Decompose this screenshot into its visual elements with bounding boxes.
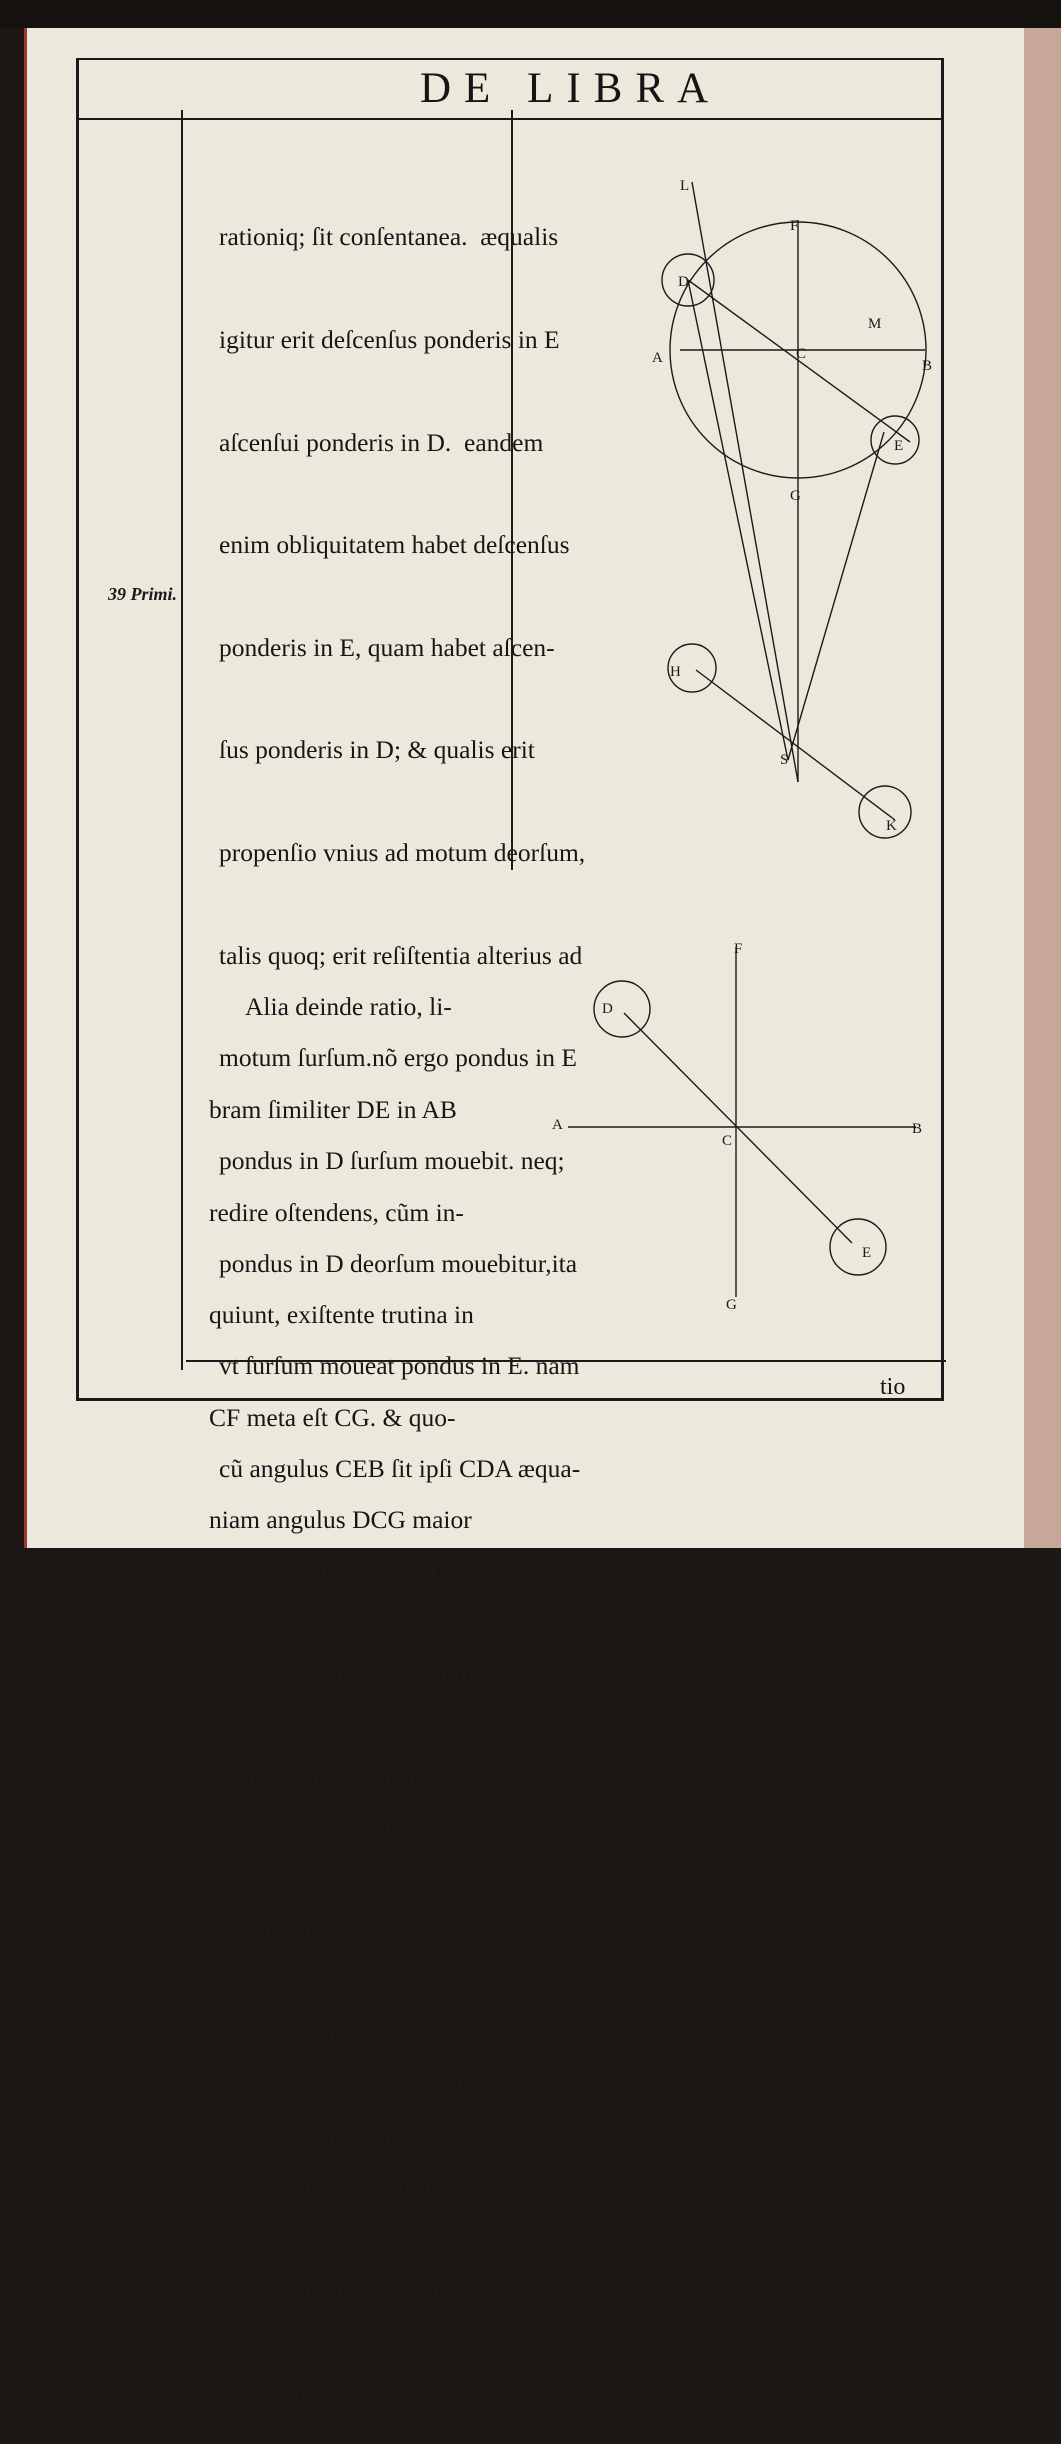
label-D: D: [678, 274, 689, 290]
label-K: K: [886, 818, 897, 834]
text-line: CF meta eſt CG. & quo-: [209, 1402, 456, 1432]
text-line: reliquo HDA æqualis. deſcenſus: [219, 1761, 545, 1791]
text-line: redire oſtendens, cũm in-: [209, 1197, 464, 1227]
text-line: enim obliquitatem habet deſcenſus: [219, 530, 570, 560]
text-line: aſcenſui ponderis in D. eandem: [219, 427, 544, 457]
text-line: bit. ex quibus ſequitur pondera in: [219, 2171, 558, 2201]
text-line: quiunt, exiſtente trutina in: [209, 1300, 474, 1330]
label-B: B: [922, 358, 933, 374]
label-A: A: [652, 350, 663, 366]
catchword: tio: [880, 1374, 906, 1400]
text-line: eſt angulo ECG; pondus: [209, 1608, 455, 1638]
text-line: concludit. figmentumq;: [209, 2018, 449, 2048]
label-F: F: [790, 218, 799, 234]
line-L: [692, 182, 798, 782]
text-line: motum ſurſum.nõ ergo pondus in E: [219, 1043, 577, 1073]
text-line: bram ſimiliter DE in AB: [209, 1095, 457, 1125]
margin-note: 39 Primi.: [108, 584, 178, 604]
text-line: CDH æqualis; erit reliquus MEB: [219, 1658, 555, 1688]
label-L: L: [680, 178, 690, 194]
figure-1-svg: [640, 170, 940, 850]
figure-simple-balance: [540, 935, 940, 1315]
scan-top-edge: [0, 0, 1061, 28]
text-line: tius omittendum, ac ſilen-: [209, 2223, 472, 2253]
text-line: igitur ponderis in D aſcenſui ponde: [219, 1864, 576, 1894]
label-D: D: [602, 1001, 613, 1017]
text-line: igitur erit deſcenſus ponderis in E: [219, 325, 560, 355]
text-line: in D grauius erit pondere: [209, 1710, 464, 1740]
line-HK: [696, 670, 895, 820]
text-line: DE, quatenus ſunt ſibi inuicem con: [219, 2274, 575, 2304]
text-line: cũ angulus CEB ſit ipſi CDA æqua-: [219, 1453, 581, 1483]
text-line: talis quoq; erit reſiſtentia alterius ad: [219, 940, 583, 970]
label-H: H: [670, 664, 681, 680]
footer-rule: [186, 1360, 946, 1362]
text-line: propenſio vnius ad motum deorſum,: [219, 838, 586, 868]
text-line: pondus in D deorſum mouebitur,ita: [219, 1248, 578, 1278]
text-line: in E; ergo libra DE in AB: [209, 1813, 470, 1843]
label-M: M: [868, 316, 882, 332]
text-line: dus in D pondus in E ſurſum moue: [219, 2069, 572, 2099]
line-DS: [688, 280, 788, 760]
line-DE: [624, 1013, 852, 1243]
text-line: pondus in D ſurſum mouebit. neq;: [219, 1145, 565, 1175]
text-line: Alia deinde ratio, li-: [245, 992, 452, 1022]
text-line: ris in E æqualis erit. non ergo pon: [219, 1966, 565, 1996]
adjacent-page-edge: [1024, 28, 1061, 1548]
label-E: E: [862, 1245, 872, 1261]
text-line: redibit: nihil meo iudicio: [209, 1915, 464, 1945]
figure-2-svg: [540, 935, 940, 1315]
paragraph-2: [209, 922, 474, 2290]
label-S: S: [780, 752, 789, 768]
weight-E: [830, 1219, 886, 1275]
text-line: ſus ponderis in D; & qualis erit: [219, 735, 535, 765]
text-line: vt ſurſum moueat pondus in E. nam: [219, 1351, 580, 1381]
label-A: A: [552, 1117, 563, 1133]
text-line: nexa,æquè grauia eſſe.: [219, 2377, 447, 2407]
label-E: E: [894, 438, 904, 454]
page-title: DE LIBRA: [420, 65, 722, 112]
label-F: F: [734, 941, 743, 957]
text-line: niam angulus DCG maior: [209, 1505, 472, 1535]
text-line: lis, & Angulus CEM ſit angulo: [219, 1556, 533, 1586]
label-C: C: [722, 1133, 733, 1149]
text-line: rationiq; ſit conſentanea. æqualis: [219, 222, 559, 252]
label-B: B: [912, 1121, 923, 1137]
label-G: G: [790, 488, 801, 504]
figure-balance-circle: [640, 170, 940, 850]
text-line: hoc de trutina,& meta po-: [209, 2121, 472, 2151]
label-G: G: [726, 1297, 737, 1313]
label-C: C: [796, 346, 807, 362]
line-ES: [788, 432, 884, 760]
text-line: ponderis in E, quam habet aſcen-: [219, 632, 555, 662]
